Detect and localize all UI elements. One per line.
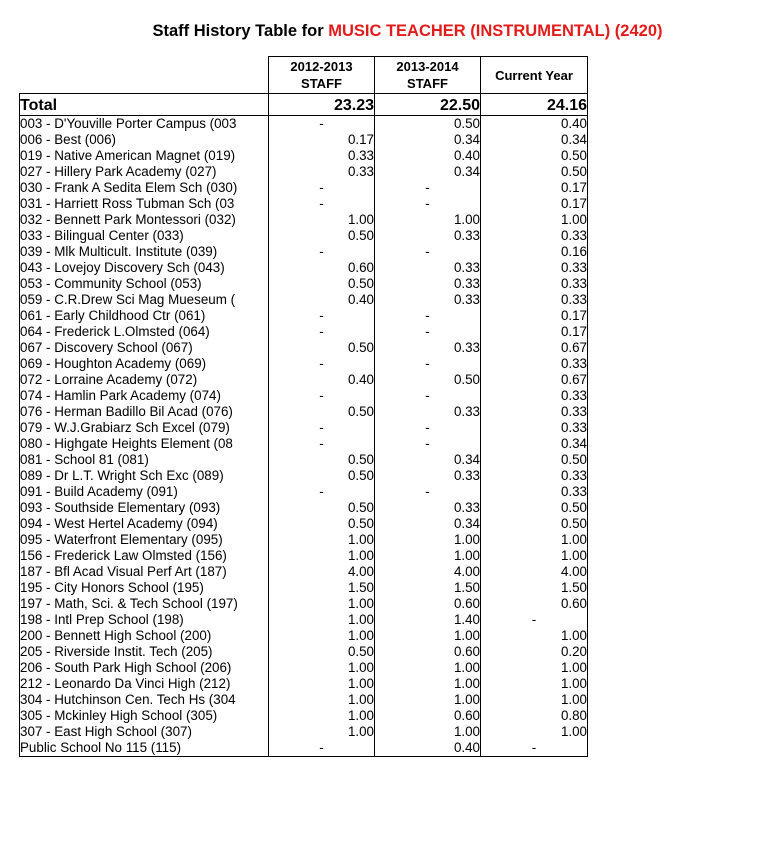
school-name: 059 - C.R.Drew Sci Mag Mueseum ( <box>20 292 269 308</box>
table-row <box>20 196 588 212</box>
value-2012-2013: 1.00 <box>269 708 375 724</box>
value-current-year: 0.33 <box>481 404 588 420</box>
value-current-year: 0.33 <box>481 388 588 404</box>
title-prefix: Staff History Table for <box>152 22 329 40</box>
school-name: 027 - Hillery Park Academy (027) <box>20 164 269 180</box>
school-name: 019 - Native American Magnet (019) <box>20 148 269 164</box>
value-current-year: 1.00 <box>481 692 588 708</box>
value-current-year: 0.50 <box>481 148 588 164</box>
value-2013-2014: 0.34 <box>375 132 481 148</box>
school-name: 053 - Community School (053) <box>20 276 269 292</box>
header-2012-2013: 2012-2013 STAFF <box>269 57 375 94</box>
table-row <box>20 516 588 532</box>
value-2013-2014: 0.50 <box>375 372 481 388</box>
value-2013-2014: 0.33 <box>375 292 481 308</box>
value-2012-2013: 0.50 <box>269 500 375 516</box>
value-2013-2014: - <box>375 308 481 324</box>
school-name: 091 - Build Academy (091) <box>20 484 269 500</box>
value-2012-2013: 1.00 <box>269 548 375 564</box>
value-2012-2013: - <box>269 484 375 500</box>
value-current-year: 0.50 <box>481 452 588 468</box>
value-current-year: 0.34 <box>481 132 588 148</box>
value-2012-2013: 0.50 <box>269 228 375 244</box>
table-row <box>20 708 588 724</box>
school-name: 039 - Mlk Multicult. Institute (039) <box>20 244 269 260</box>
value-2013-2014: - <box>375 324 481 340</box>
value-2012-2013: 0.33 <box>269 148 375 164</box>
value-2013-2014: 0.33 <box>375 500 481 516</box>
value-2013-2014: 0.40 <box>375 740 481 757</box>
value-current-year: 1.00 <box>481 676 588 692</box>
school-name: 200 - Bennett High School (200) <box>20 628 269 644</box>
value-2012-2013: - <box>269 356 375 372</box>
school-name: 003 - D'Youville Porter Campus (003 <box>20 116 269 133</box>
value-2013-2014: 0.50 <box>375 116 481 133</box>
table-row <box>20 404 588 420</box>
table-row <box>20 276 588 292</box>
value-2013-2014: - <box>375 436 481 452</box>
school-name: 197 - Math, Sci. & Tech School (197) <box>20 596 269 612</box>
value-2012-2013: 0.50 <box>269 452 375 468</box>
value-2013-2014: - <box>375 180 481 196</box>
total-label: Total <box>20 94 269 116</box>
value-current-year: 0.33 <box>481 292 588 308</box>
school-name: 212 - Leonardo Da Vinci High (212) <box>20 676 269 692</box>
value-2012-2013: 0.40 <box>269 292 375 308</box>
value-current-year: 0.20 <box>481 644 588 660</box>
value-2012-2013: 0.33 <box>269 164 375 180</box>
value-2012-2013: 0.50 <box>269 340 375 356</box>
school-name: 195 - City Honors School (195) <box>20 580 269 596</box>
school-name: 095 - Waterfront Elementary (095) <box>20 532 269 548</box>
value-2013-2014: 1.00 <box>375 724 481 740</box>
value-2013-2014: 0.34 <box>375 164 481 180</box>
total-current-year: 24.16 <box>481 94 588 116</box>
school-name: 067 - Discovery School (067) <box>20 340 269 356</box>
value-current-year: 0.33 <box>481 228 588 244</box>
table-row <box>20 484 588 500</box>
table-row <box>20 340 588 356</box>
school-name: 089 - Dr L.T. Wright Sch Exc (089) <box>20 468 269 484</box>
table-row <box>20 644 588 660</box>
value-current-year: 0.67 <box>481 340 588 356</box>
table-row <box>20 420 588 436</box>
value-2012-2013: - <box>269 740 375 757</box>
value-current-year: 0.33 <box>481 484 588 500</box>
value-current-year: 0.50 <box>481 516 588 532</box>
table-row <box>20 436 588 452</box>
value-current-year: 0.60 <box>481 596 588 612</box>
value-2013-2014: 0.33 <box>375 404 481 420</box>
table-row <box>20 228 588 244</box>
value-2012-2013: 0.50 <box>269 644 375 660</box>
value-current-year: 0.50 <box>481 164 588 180</box>
table-row <box>20 260 588 276</box>
value-2012-2013: - <box>269 388 375 404</box>
value-2012-2013: 1.00 <box>269 212 375 228</box>
value-2012-2013: 1.00 <box>269 724 375 740</box>
value-2012-2013: 0.50 <box>269 276 375 292</box>
table-row <box>20 612 588 628</box>
header-row <box>20 57 588 94</box>
value-current-year: 0.33 <box>481 420 588 436</box>
page-title <box>0 22 759 41</box>
value-2013-2014: 1.00 <box>375 548 481 564</box>
value-2013-2014: - <box>375 196 481 212</box>
school-name: 079 - W.J.Grabiarz Sch Excel (079) <box>20 420 269 436</box>
school-name: 198 - Intl Prep School (198) <box>20 612 269 628</box>
table-row <box>20 388 588 404</box>
value-current-year: 0.16 <box>481 244 588 260</box>
value-2012-2013: 1.00 <box>269 692 375 708</box>
school-name: 033 - Bilingual Center (033) <box>20 228 269 244</box>
value-current-year: 1.00 <box>481 660 588 676</box>
school-name: 081 - School 81 (081) <box>20 452 269 468</box>
value-2013-2014: - <box>375 388 481 404</box>
school-name: 043 - Lovejoy Discovery Sch (043) <box>20 260 269 276</box>
value-current-year: 1.00 <box>481 628 588 644</box>
value-current-year: 0.33 <box>481 356 588 372</box>
school-name: 080 - Highgate Heights Element (08 <box>20 436 269 452</box>
table-row <box>20 532 588 548</box>
value-2013-2014: - <box>375 484 481 500</box>
value-2013-2014: 1.00 <box>375 676 481 692</box>
table-row <box>20 548 588 564</box>
table-row <box>20 628 588 644</box>
title-highlight: MUSIC TEACHER (INSTRUMENTAL) (2420) <box>328 22 663 40</box>
school-name: 069 - Houghton Academy (069) <box>20 356 269 372</box>
table-row <box>20 372 588 388</box>
table-row <box>20 164 588 180</box>
school-name: 006 - Best (006) <box>20 132 269 148</box>
value-2013-2014: 0.60 <box>375 708 481 724</box>
table-row <box>20 148 588 164</box>
value-2013-2014: 1.40 <box>375 612 481 628</box>
value-current-year: 4.00 <box>481 564 588 580</box>
value-2013-2014: 0.34 <box>375 452 481 468</box>
school-name: Public School No 115 (115) <box>20 740 269 757</box>
value-current-year: 0.34 <box>481 436 588 452</box>
value-2013-2014: 0.34 <box>375 516 481 532</box>
table-row <box>20 692 588 708</box>
total-2012-2013: 23.23 <box>269 94 375 116</box>
school-name: 205 - Riverside Instit. Tech (205) <box>20 644 269 660</box>
value-current-year: 0.40 <box>481 116 588 133</box>
table-row <box>20 212 588 228</box>
value-2012-2013: 0.50 <box>269 516 375 532</box>
value-current-year: 0.33 <box>481 276 588 292</box>
value-2013-2014: 0.60 <box>375 596 481 612</box>
school-name: 307 - East High School (307) <box>20 724 269 740</box>
school-name: 094 - West Hertel Academy (094) <box>20 516 269 532</box>
table-row <box>20 596 588 612</box>
value-current-year: 0.67 <box>481 372 588 388</box>
value-2013-2014: 1.00 <box>375 212 481 228</box>
value-2012-2013: - <box>269 324 375 340</box>
table-row <box>20 564 588 580</box>
value-2012-2013: 1.00 <box>269 596 375 612</box>
value-current-year: 0.50 <box>481 500 588 516</box>
value-2012-2013: 0.17 <box>269 132 375 148</box>
value-2013-2014: 0.33 <box>375 260 481 276</box>
school-name: 093 - Southside Elementary (093) <box>20 500 269 516</box>
school-name: 156 - Frederick Law Olmsted (156) <box>20 548 269 564</box>
table-row <box>20 132 588 148</box>
school-name: 074 - Hamlin Park Academy (074) <box>20 388 269 404</box>
school-name: 076 - Herman Badillo Bil Acad (076) <box>20 404 269 420</box>
table-row <box>20 244 588 260</box>
table-row <box>20 500 588 516</box>
value-2012-2013: 1.00 <box>269 676 375 692</box>
value-2012-2013: - <box>269 180 375 196</box>
table-row <box>20 740 588 757</box>
value-2013-2014: 1.00 <box>375 692 481 708</box>
value-current-year: - <box>481 612 588 628</box>
table-row <box>20 660 588 676</box>
value-2013-2014: 0.40 <box>375 148 481 164</box>
value-2012-2013: 1.50 <box>269 580 375 596</box>
school-name: 032 - Bennett Park Montessori (032) <box>20 212 269 228</box>
value-current-year: 1.50 <box>481 580 588 596</box>
school-name: 031 - Harriett Ross Tubman Sch (03 <box>20 196 269 212</box>
value-2013-2014: 4.00 <box>375 564 481 580</box>
value-2013-2014: 1.00 <box>375 532 481 548</box>
school-name: 187 - Bfl Acad Visual Perf Art (187) <box>20 564 269 580</box>
school-name: 030 - Frank A Sedita Elem Sch (030) <box>20 180 269 196</box>
value-2012-2013: 1.00 <box>269 612 375 628</box>
value-current-year: 1.00 <box>481 212 588 228</box>
table-row <box>20 452 588 468</box>
school-name: 206 - South Park High School (206) <box>20 660 269 676</box>
value-2012-2013: - <box>269 420 375 436</box>
value-2012-2013: - <box>269 436 375 452</box>
value-2013-2014: 1.50 <box>375 580 481 596</box>
value-current-year: 1.00 <box>481 532 588 548</box>
value-2013-2014: 1.00 <box>375 628 481 644</box>
table-row <box>20 356 588 372</box>
value-2012-2013: 1.00 <box>269 660 375 676</box>
total-row <box>20 94 588 116</box>
school-name: 305 - Mckinley High School (305) <box>20 708 269 724</box>
value-2013-2014: - <box>375 356 481 372</box>
value-2013-2014: 0.33 <box>375 228 481 244</box>
value-current-year: 0.17 <box>481 308 588 324</box>
value-2012-2013: - <box>269 196 375 212</box>
table-row <box>20 116 588 133</box>
table-row <box>20 468 588 484</box>
header-2013-2014: 2013-2014 STAFF <box>375 57 481 94</box>
value-2012-2013: 0.50 <box>269 404 375 420</box>
value-current-year: 0.17 <box>481 180 588 196</box>
value-2013-2014: 0.33 <box>375 468 481 484</box>
value-current-year: 0.80 <box>481 708 588 724</box>
school-name: 064 - Frederick L.Olmsted (064) <box>20 324 269 340</box>
value-2013-2014: 0.33 <box>375 276 481 292</box>
value-2013-2014: 1.00 <box>375 660 481 676</box>
value-2012-2013: 0.40 <box>269 372 375 388</box>
value-2012-2013: 4.00 <box>269 564 375 580</box>
value-current-year: 1.00 <box>481 548 588 564</box>
table-row <box>20 724 588 740</box>
value-2012-2013: 0.50 <box>269 468 375 484</box>
value-2012-2013: - <box>269 116 375 133</box>
school-name: 061 - Early Childhood Ctr (061) <box>20 308 269 324</box>
school-name: 304 - Hutchinson Cen. Tech Hs (304 <box>20 692 269 708</box>
table-row <box>20 676 588 692</box>
value-2012-2013: 1.00 <box>269 628 375 644</box>
total-2013-2014: 22.50 <box>375 94 481 116</box>
value-2012-2013: - <box>269 308 375 324</box>
table-row <box>20 580 588 596</box>
value-2013-2014: 0.33 <box>375 340 481 356</box>
value-2012-2013: 1.00 <box>269 532 375 548</box>
value-current-year: - <box>481 740 588 757</box>
header-blank <box>20 57 269 94</box>
value-current-year: 0.33 <box>481 260 588 276</box>
value-2013-2014: - <box>375 420 481 436</box>
value-2012-2013: - <box>269 244 375 260</box>
table-row <box>20 324 588 340</box>
value-current-year: 1.00 <box>481 724 588 740</box>
school-name: 072 - Lorraine Academy (072) <box>20 372 269 388</box>
value-current-year: 0.17 <box>481 324 588 340</box>
value-current-year: 0.33 <box>481 468 588 484</box>
header-current-year: Current Year <box>481 57 588 94</box>
value-2012-2013: 0.60 <box>269 260 375 276</box>
staff-history-table <box>19 56 588 757</box>
value-2013-2014: - <box>375 244 481 260</box>
value-current-year: 0.17 <box>481 196 588 212</box>
table-row <box>20 308 588 324</box>
table-row <box>20 292 588 308</box>
table-row <box>20 180 588 196</box>
value-2013-2014: 0.60 <box>375 644 481 660</box>
